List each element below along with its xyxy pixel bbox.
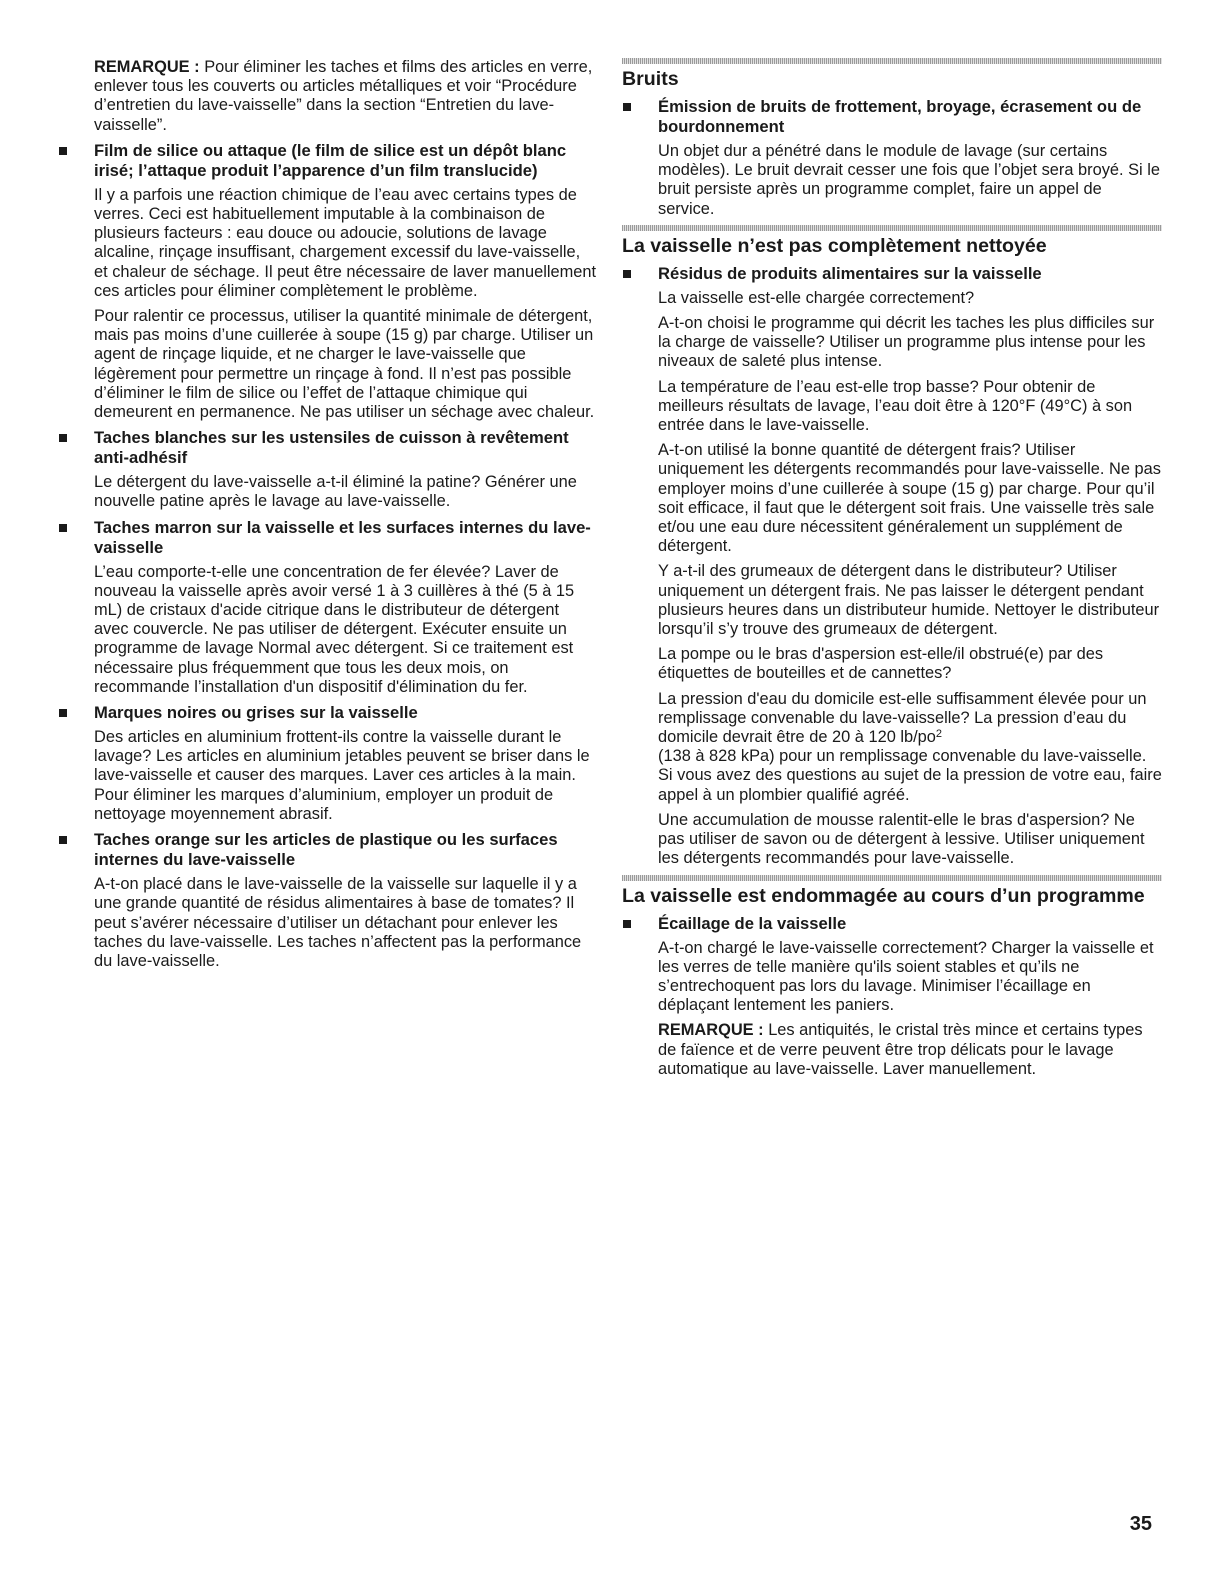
section-noise: [622, 58, 1162, 219]
bullet-icon: [59, 709, 67, 717]
note-label: REMARQUE :: [94, 58, 200, 76]
section-not-clean: [622, 225, 1162, 869]
item-title: Film de silice ou attaque (le film de silice est un dépôt blanc irisé; l’attaque produit l’apparence d’un film translucide): [58, 141, 598, 181]
section-damaged: [622, 875, 1162, 1079]
item-body: [622, 142, 1162, 219]
section-heading: La vaisselle est endommagée au cours d’un programme: [622, 884, 1145, 907]
item-body: [58, 186, 598, 422]
bullet-icon: [59, 434, 67, 442]
page-number: 35: [1129, 1513, 1152, 1535]
item-paragraph: A-t-on utilisé la bonne quantité de détergent frais? Utiliser uniquement les détergents recommandés pour lave-vaisselle. Ne pas employer moins d’une cuillerée à soupe (15 g) par charge. Pour qu’il soit efficace, il faut que le détergent soit frais. Une vaisselle très sale et/ou une eau dure nécessitent généralement un supplément de détergent.: [658, 441, 1161, 556]
item-paragraph: Des articles en aluminium frottent-ils contre la vaisselle durant le lavage? Les articles en aluminium jetables peuvent se briser dans le lave-vaisselle et causer des marques. Laver ces articles à la main. Pour éliminer les marques d’aluminium, employer un produit de nettoyage moyennement abrasif.: [94, 728, 590, 823]
left-column: [58, 58, 598, 977]
superscript: 2: [935, 728, 943, 741]
bullet-icon: [59, 524, 67, 532]
section-rule: [622, 58, 1162, 64]
item-title: Écaillage de la vaisselle: [622, 914, 1162, 934]
right-column: [622, 58, 1162, 1085]
note-label: REMARQUE :: [658, 1021, 764, 1040]
item-paragraph: Un objet dur a pénétré dans le module de lavage (sur certains modèles). Le bruit devrait cesser une fois que l’objet sera broyé. Si le bruit persiste après un programme complet, faire un appel de service.: [658, 142, 1160, 218]
note-paragraph: [658, 1021, 1162, 1079]
item-paragraph: Il y a parfois une réaction chimique de l’eau avec certains types de verres. Ceci est habituellement imputable à la combinaison de plusieurs facteurs : eau douce ou adoucie, solutions de lavage alcaline, rinçage insuffisant, chargement excessif du lave-vaisselle, et chaleur de séchage. Il peut être nécessaire de laver manuellement ces articles pour éliminer complètement le problème.: [94, 185, 597, 300]
note-paragraph: [58, 58, 598, 135]
item-title: Émission de bruits de frottement, broyage, écrasement ou de bourdonnement: [622, 97, 1162, 137]
troubleshoot-item-noise: [622, 97, 1162, 219]
item-title: Taches orange sur les articles de plastique ou les surfaces internes du lave-vaisselle: [58, 830, 598, 870]
item-paragraph: La pompe ou le bras d'aspersion est-elle/il obstrué(e) par des étiquettes de bouteilles et de cannettes?: [658, 645, 1104, 683]
note-text: Les antiquités, le cristal très mince et certains types de faïence et de verre peuvent être trop délicats pour le lavage automatique au lave-vaisselle. Laver manuellement.: [658, 1021, 1143, 1078]
note-text: Pour éliminer les taches et films des articles en verre, enlever tous les couverts ou articles métalliques et voir “Procédure d’entretien du lave-vaisselle” dans la section “Entretien du lave-vaisselle”.: [94, 58, 593, 134]
item-body: [622, 289, 1162, 869]
item-body: [58, 563, 598, 697]
section-rule: [622, 875, 1162, 881]
troubleshoot-item-orange-stains: [58, 830, 598, 971]
bullet-icon: [623, 270, 631, 278]
troubleshoot-item-brown-stains: [58, 518, 598, 697]
bullet-icon: [59, 147, 67, 155]
item-title: Marques noires ou grises sur la vaisselle: [58, 703, 598, 723]
bullet-icon: [623, 920, 631, 928]
item-title: Résidus de produits alimentaires sur la vaisselle: [622, 264, 1162, 284]
item-paragraph: La température de l’eau est-elle trop basse? Pour obtenir de meilleurs résultats de lavage, l’eau doit être à 120°F (49°C) à son entrée dans le lave-vaisselle.: [658, 377, 1133, 435]
section-heading: La vaisselle n’est pas complètement nettoyée: [622, 234, 1047, 257]
item-paragraph: A-t-on choisi le programme qui décrit les taches les plus difficiles sur la charge de vaisselle? Utiliser un programme plus intense pour les niveaux de saleté plus intense.: [658, 314, 1155, 371]
item-paragraph: Le détergent du lave-vaisselle a-t-il éliminé la patine? Générer une nouvelle patine après le lavage au lave-vaisselle.: [94, 473, 577, 511]
item-body: [58, 728, 598, 824]
troubleshoot-item-chipping: [622, 914, 1162, 1079]
troubleshoot-item-white-spots: [58, 428, 598, 511]
item-paragraph: A-t-on chargé le lave-vaisselle correctement? Charger la vaisselle et les verres de telle manière qu'ils soient stables et qu’ils ne s’entrechoquent pas lors du lavage. Minimiser l’écaillage en déplaçant lentement les paniers.: [658, 938, 1154, 1015]
item-title: Taches blanches sur les ustensiles de cuisson à revêtement anti-adhésif: [58, 428, 598, 468]
section-rule: [622, 225, 1162, 231]
section-heading: Bruits: [622, 68, 679, 90]
item-body: [58, 473, 598, 511]
item-paragraph: Une accumulation de mousse ralentit-elle le bras d'aspersion? Ne pas utiliser de savon ou de détergent à lessive. Utiliser uniquement les détergents recommandés pour lave-vaisselle.: [658, 810, 1145, 868]
bullet-icon: [59, 836, 67, 844]
bullet-icon: [623, 103, 631, 111]
item-title: Taches marron sur la vaisselle et les surfaces internes du lave-vaisselle: [58, 518, 598, 558]
item-paragraph: L’eau comporte-t-elle une concentration de fer élevée? Laver de nouveau la vaisselle après avoir versé 1 à 3 cuillères à thé (5 à 15 mL) de cristaux d'acide citrique dans le distributeur de détergent avec couvercle. Ne pas utiliser de détergent. Exécuter ensuite un programme de lavage Normal avec détergent. Si ce traitement est nécessaire plus fréquemment que tous les deux mois, on recommande l’installation d'un dispositif d'élimination du fer.: [94, 562, 575, 696]
item-body: [622, 939, 1162, 1079]
item-paragraph: La vaisselle est-elle chargée correctement?: [658, 288, 975, 307]
item-paragraph: A-t-on placé dans le lave-vaisselle de la vaisselle sur laquelle il y a une grande quantité de résidus alimentaires à base de tomates? Il peut s’avérer nécessaire d’utiliser un détachant pour enlever les taches du lave-vaisselle. Les taches n’affectent pas la performance du lave-vaisselle.: [94, 875, 582, 970]
troubleshoot-item-silica-film: [58, 141, 598, 422]
item-body: [58, 875, 598, 971]
item-paragraph: Pour ralentir ce processus, utiliser la quantité minimale de détergent, mais pas moins d’une cuillerée à soupe (15 g) par charge. Utiliser un agent de rinçage liquide, et ne charger le lave-vaisselle que légèrement pour permettre un rinçage à fond. Il n’est pas possible d’éliminer le film de silice ou l’effet de l’attaque chimique qui demeurent en permanence. Ne pas utiliser un séchage avec chaleur.: [94, 307, 595, 422]
item-paragraph: Y a-t-il des grumeaux de détergent dans le distributeur? Utiliser uniquement un détergent frais. Ne pas laisser le détergent pendant plusieurs heures dans un distributeur humide. Nettoyer le distributeur lorsqu’il s’y trouve des grumeaux de détergent.: [658, 562, 1160, 639]
troubleshoot-item-food-residue: [622, 264, 1162, 869]
troubleshoot-item-black-marks: [58, 703, 598, 824]
water-pressure-paragraph: La pression d'eau du domicile est-elle suffisamment élevée pour un remplissage convenable du lave-vaisselle? La pression d’eau du domicile devrait être de 20 à 120 $lb/po^2$ (138 à 828 kPa) pour un remplissage convenable du lave-vaisselle. Si vous avez des questions au sujet de la pression de votre eau, faire appel à un plombier qualifié agréé.: [658, 689, 1162, 804]
